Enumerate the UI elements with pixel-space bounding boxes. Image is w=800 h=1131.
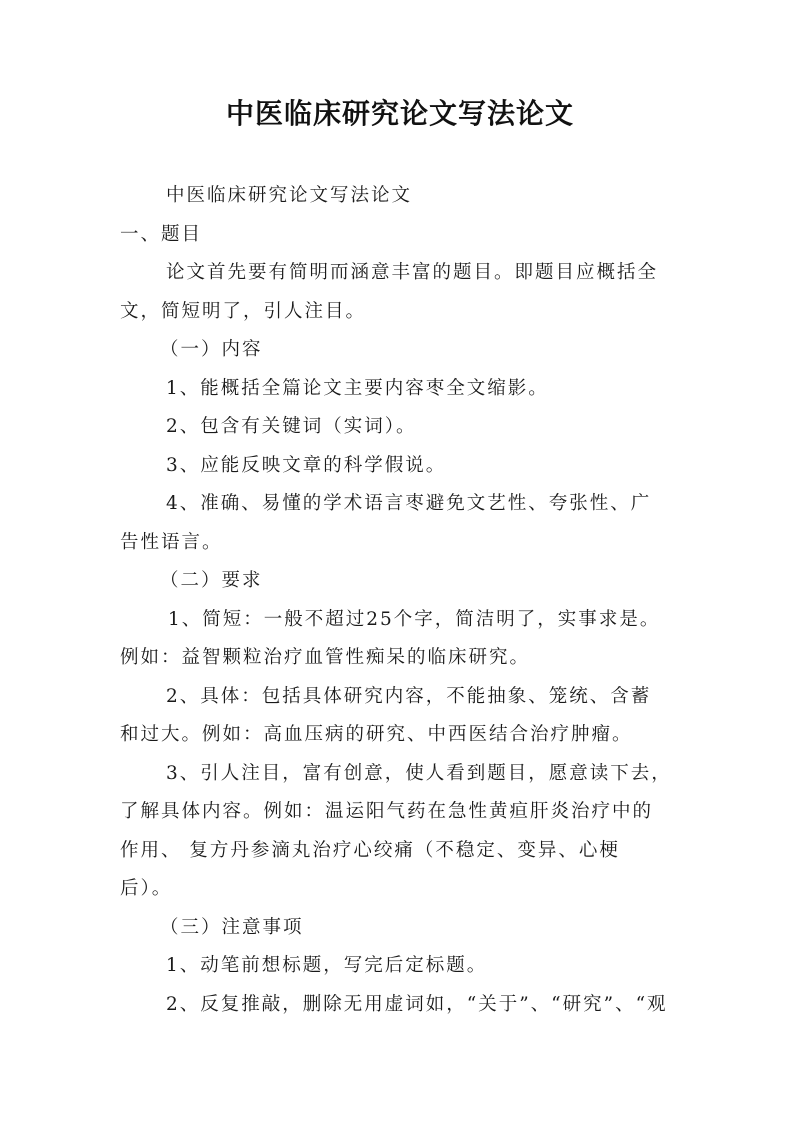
document-body [120,177,690,1024]
text-line: 1、简短：一般不超过25个字，简洁明了，实事求是。 [168,608,661,630]
text-line: 中医临床研究论文写法论文 [166,185,413,206]
text-line: 告性语言。 [120,531,223,553]
text-line: 4、准确、易懂的学术语言枣避免文艺性、夸张性、广 [166,493,652,514]
text-line: 1、动笔前想标题，写完后定标题。 [166,955,488,976]
text-line: 2、具体：包括具体研究内容，不能抽象、笼统、含蓄 [166,685,652,707]
text-line: 2、包含有关键词（实词）。 [166,416,417,437]
text-line: 后）。 [120,878,173,899]
text-line: 2、反复推敲，删除无用虚词如，“关于”、“研究”、“观 [166,993,668,1015]
page-title: 中医临床研究论文写法论文 [225,97,574,130]
text-line: 作用、 复方丹参滴丸治疗心绞痛（不稳定、变异、心梗 [120,839,620,861]
text-line: （二）要求 [160,570,263,591]
text-line: 例如：益智颗粒治疗血管性痴呆的临床研究。 [120,647,531,668]
text-line: 论文首先要有简明而涵意丰富的题目。即题目应概括全 [166,262,659,283]
text-line: 3、应能反映文章的科学假说。 [166,454,447,476]
text-line: 一、题目 [120,223,203,245]
text-line: 文，简短明了，引人注目。 [120,300,367,322]
text-line: 3、引人注目，富有创意，使人看到题目，愿意读下去， [166,762,672,784]
text-line: 和过大。例如：高血压病的研究、中西医结合治疗肿瘤。 [120,724,633,745]
text-line: （一）内容 [160,339,263,360]
text-line: 1、能概括全篇论文主要内容枣全文缩影。 [166,377,549,399]
text-line: （三）注意事项 [160,916,304,938]
text-line: 了解具体内容。例如：温运阳气药在急性黄疸肝炎治疗中的 [120,801,654,822]
